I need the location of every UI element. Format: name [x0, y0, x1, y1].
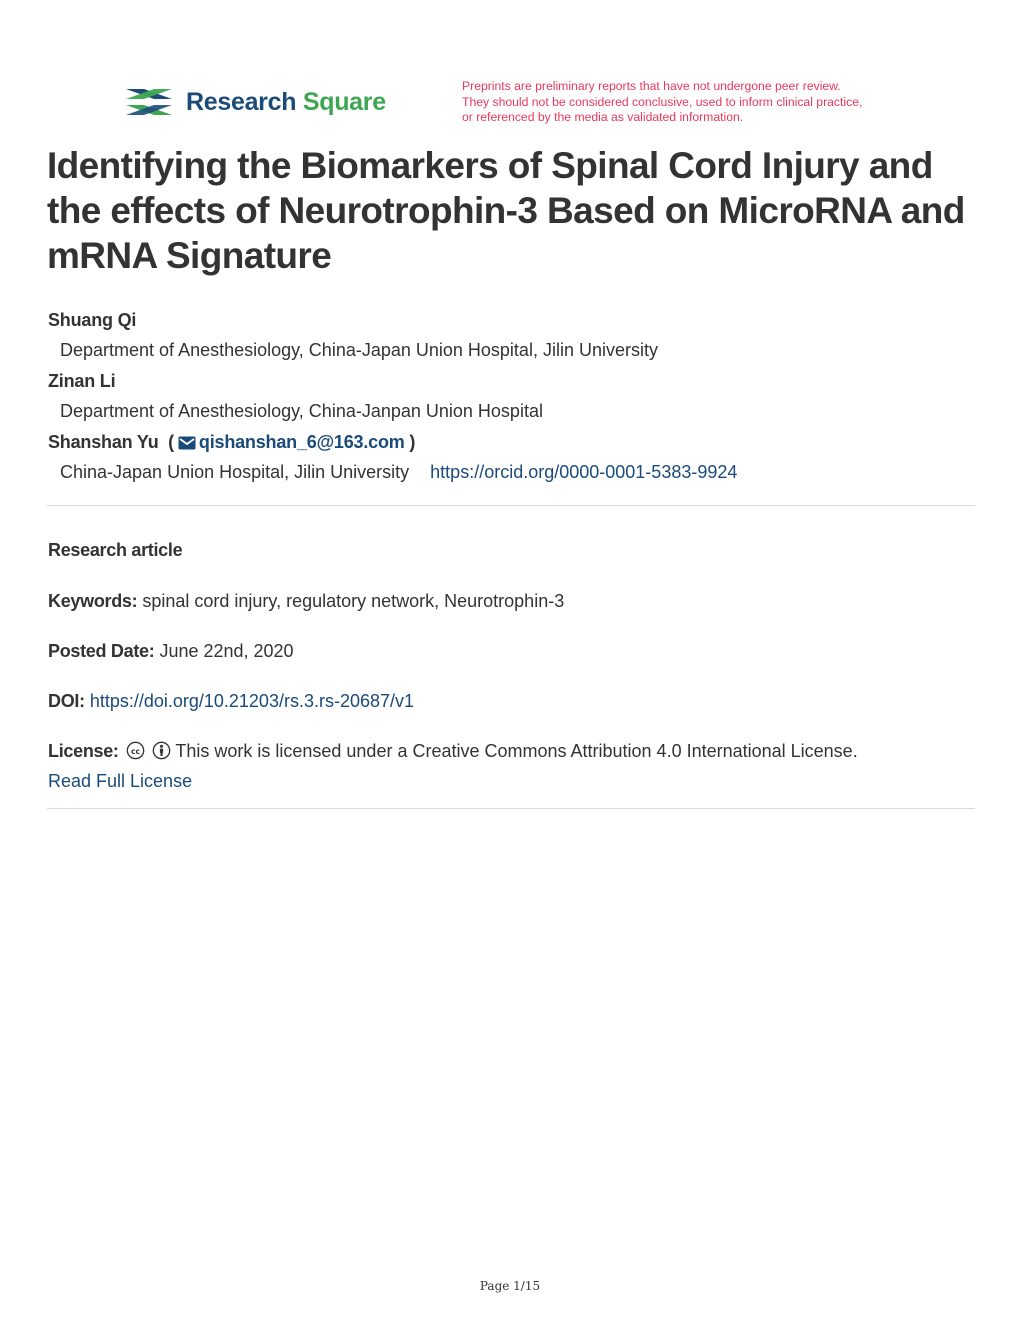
divider [47, 808, 975, 809]
disclaimer-line: Preprints are preliminary reports that have not undergone peer review. [462, 79, 841, 93]
posted-date-label: Posted Date: [48, 641, 155, 661]
author-name: Shuang Qi [48, 310, 137, 330]
research-square-logo[interactable] [124, 84, 386, 120]
doi-label: DOI: [48, 691, 85, 711]
svg-text:cc: cc [130, 746, 140, 756]
license-text: This work is licensed under a Creative Commons Attribution 4.0 International License. [175, 741, 858, 761]
author-affiliation: Department of Anesthesiology, China-Janpan Union Hospital [60, 401, 543, 421]
envelope-icon [178, 436, 196, 450]
posted-date [48, 636, 978, 666]
doi-link[interactable]: https://doi.org/10.21203/rs.3.rs-20687/v1 [89, 691, 415, 711]
author-list [48, 306, 978, 489]
author-name: Shanshan Yu [48, 432, 159, 452]
article-type-label: Research article [48, 540, 183, 560]
preprint-disclaimer [462, 79, 862, 126]
divider [47, 505, 975, 506]
author-name: Zinan Li [48, 371, 116, 391]
header [0, 0, 1020, 130]
keywords [48, 586, 978, 616]
keywords-label: Keywords: [48, 591, 138, 611]
disclaimer-line: or referenced by the media as validated information. [462, 110, 744, 124]
keywords-value: spinal cord injury, regulatory network, Neurotrophin-3 [142, 591, 565, 611]
logo-wordmark: Research Square [186, 87, 386, 116]
license [48, 736, 978, 796]
doi [48, 686, 978, 716]
author-affiliation: Department of Anesthesiology, China-Japan Union Hospital, Jilin University [60, 340, 658, 360]
author-affiliation: China-Japan Union Hospital, Jilin University [60, 462, 410, 482]
author-email-link[interactable]: qishanshan_6@163.com [198, 432, 405, 452]
attribution-icon [152, 741, 171, 760]
license-label: License: [48, 741, 119, 761]
author-affiliation-row [48, 458, 978, 489]
research-square-logo-icon [124, 85, 174, 119]
disclaimer-line: They should not be considered conclusive, used to inform clinical practice, [462, 94, 863, 109]
article-title: Identifying the Biomarkers of Spinal Cord Injury and the effects of Neurotrophin-3 Based on MicroRNA and mRNA Signature [47, 145, 965, 276]
corresponding-author [48, 428, 978, 458]
creative-commons-icon [126, 741, 145, 760]
article-type [48, 535, 978, 565]
page-number: Page 1/15 [479, 1279, 541, 1293]
paren-close: ) [409, 432, 416, 452]
paren-open: ( [168, 432, 174, 452]
read-full-license-link[interactable]: Read Full License [48, 771, 193, 791]
posted-date-value: June 22nd, 2020 [159, 641, 294, 661]
orcid-link[interactable]: https://orcid.org/0000-0001-5383-9924 [430, 462, 738, 482]
